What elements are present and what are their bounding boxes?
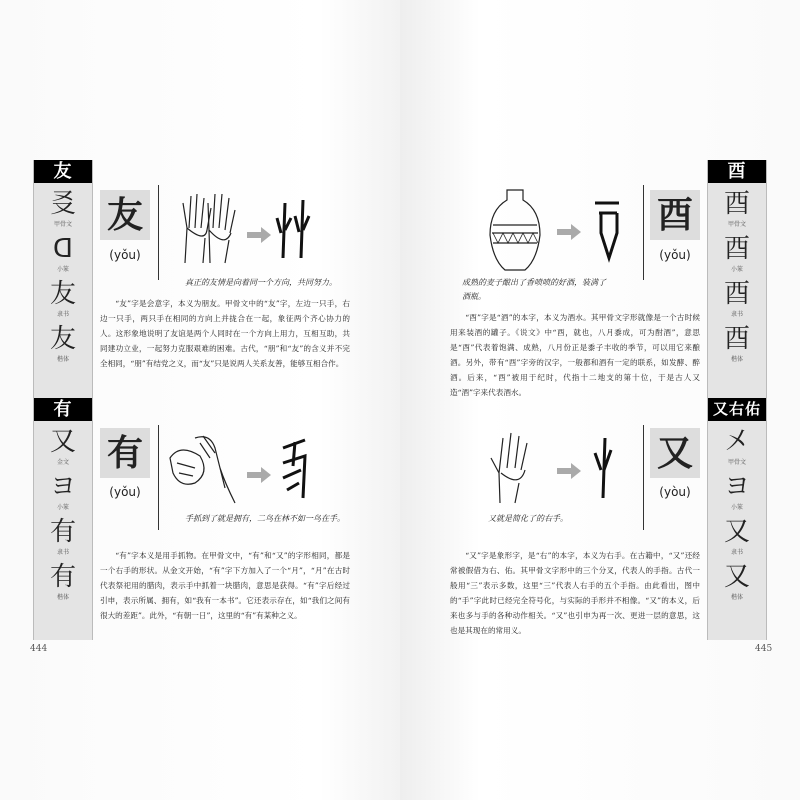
form-clerical: 酉 隶书 [723, 279, 750, 318]
form-seal: ᗡ 小篆 [53, 234, 73, 273]
pinyin: (yòu) [659, 485, 691, 499]
pinyin: (yǒu) [109, 485, 141, 499]
arrow-icon [247, 227, 271, 243]
divider [158, 185, 159, 280]
wine-jar-illustration [485, 185, 635, 275]
form-clerical: 友 隶书 [49, 279, 76, 318]
sidebar-header: 友 [34, 160, 92, 183]
paragraph: “又”字是象形字，是“右”的本字，本义为右手。在古籍中，“又”还经常被假借为右、佑。其甲骨文字形中的三个分叉，代表人的手指。古代一般用“三”表示多数，这里“三”代表人右手的五个手指。由此看出，图中的“手”字此时已经完全符号化，与实际的手形并不相像。“又”的本义，后来也多与手的各种动作相关。“又”也引申为再一次、更进一层的意思，这也是其现在的常用义。 [450, 551, 700, 635]
paragraph: “有”字本义是用手抓物。在甲骨文中，“有”和“又”的字形相同，都是一个右手的形状。从金文开始，“有”字下方加入了一个“月”，“月”在古时代表祭祀用的腊肉，表示手中抓着一块腊肉，意思是获得。“有”字后经过引申，表示所属、拥有，如“我有一本书”。它还表示存在，如“我们之间有很大的差距”。此外，“有朝一日”，这里的“有”有某种之义。 [100, 551, 350, 620]
arrow-icon [557, 463, 581, 479]
form-regular: 又 楷体 [723, 562, 750, 601]
form-clerical: 又 隶书 [723, 517, 750, 556]
right-page [400, 0, 800, 800]
sidebar-you-again [707, 398, 767, 640]
caption: 又就是简化了的右手。 [488, 514, 568, 523]
hand-holding-meat-illustration [165, 428, 335, 508]
form-oracle: 㐅 甲骨文 [723, 427, 750, 466]
page-number: 444 [30, 644, 48, 654]
form-regular: 友 楷体 [49, 324, 76, 363]
form-regular: 有 楷体 [49, 562, 76, 601]
form-regular: 酉 楷体 [723, 324, 750, 363]
form-seal: 酉 小篆 [723, 234, 750, 273]
sidebar-header: 酉 [708, 160, 766, 183]
arrow-icon [247, 467, 271, 483]
character-box: 友 [100, 190, 150, 240]
divider [643, 425, 644, 530]
caption: 真正的友情是向着同一个方向，共同努力。 [185, 278, 337, 287]
character-box: 酉 [650, 190, 700, 240]
sidebar-header: 有 [34, 398, 92, 421]
form-seal: ヨ 小篆 [723, 472, 750, 511]
character-box: 有 [100, 428, 150, 478]
form-bronze: 又 金文 [49, 427, 76, 466]
character-box: 又 [650, 428, 700, 478]
caption: 手抓到了就是拥有，二鸟在林不如一鸟在手。 [185, 514, 345, 523]
divider [158, 425, 159, 530]
paragraph: “酉”字是“酒”的本字，本义为酒水。其甲骨文字形就像是一个古时候用来装酒的罐子。《说文》中“酉，就也，八月黍成，可为酎酒”，意思是“酉”代表着饱满、成熟，八月份正是黍子丰收的季节，可以用它来酿酒。另外，带有“酉”字旁的汉字，一般都和酒有一定的联系，如发酵、醉酒。后来，“酉”被用于纪时，代指十二地支的第十位，于是古人又造“酒”字来代表酒水。 [450, 313, 700, 397]
sidebar-header: 又右佑 [708, 398, 766, 421]
form-oracle: 酉 甲骨文 [723, 189, 750, 228]
right-hand-illustration [485, 428, 635, 508]
arrow-icon [557, 224, 581, 240]
form-seal: ヨ 小篆 [49, 472, 76, 511]
sidebar-you-wine [707, 160, 767, 398]
page-number: 445 [755, 644, 773, 654]
sidebar-you-have [33, 398, 93, 640]
caption: 成熟的麦子酿出了香喷喷的好酒，装满了酒瓶。 [462, 278, 606, 301]
pinyin: (yǒu) [659, 248, 691, 262]
paragraph: “友”字是会意字，本义为朋友。甲骨文中的“友”字，左边一只手，右边一只手，两只手在相同的方向上并拢合在一起，象征两个齐心协力的人。这形象地说明了友谊是两个人同时在一个方向上用力，互相互助，共同建功立业，一起努力克服艰难的困难。古代，“朋”和“友”的含义并不完全相同，“朋”有结党之义，而“友”只是说两人关系友善，能够互相合作。 [100, 299, 350, 368]
pinyin: (yǒu) [109, 248, 141, 262]
two-hands-illustration [175, 188, 325, 268]
form-oracle: 㕛 甲骨文 [49, 189, 76, 228]
sidebar-you-friend [33, 160, 93, 398]
form-clerical: 有 隶书 [49, 517, 76, 556]
divider [643, 185, 644, 280]
